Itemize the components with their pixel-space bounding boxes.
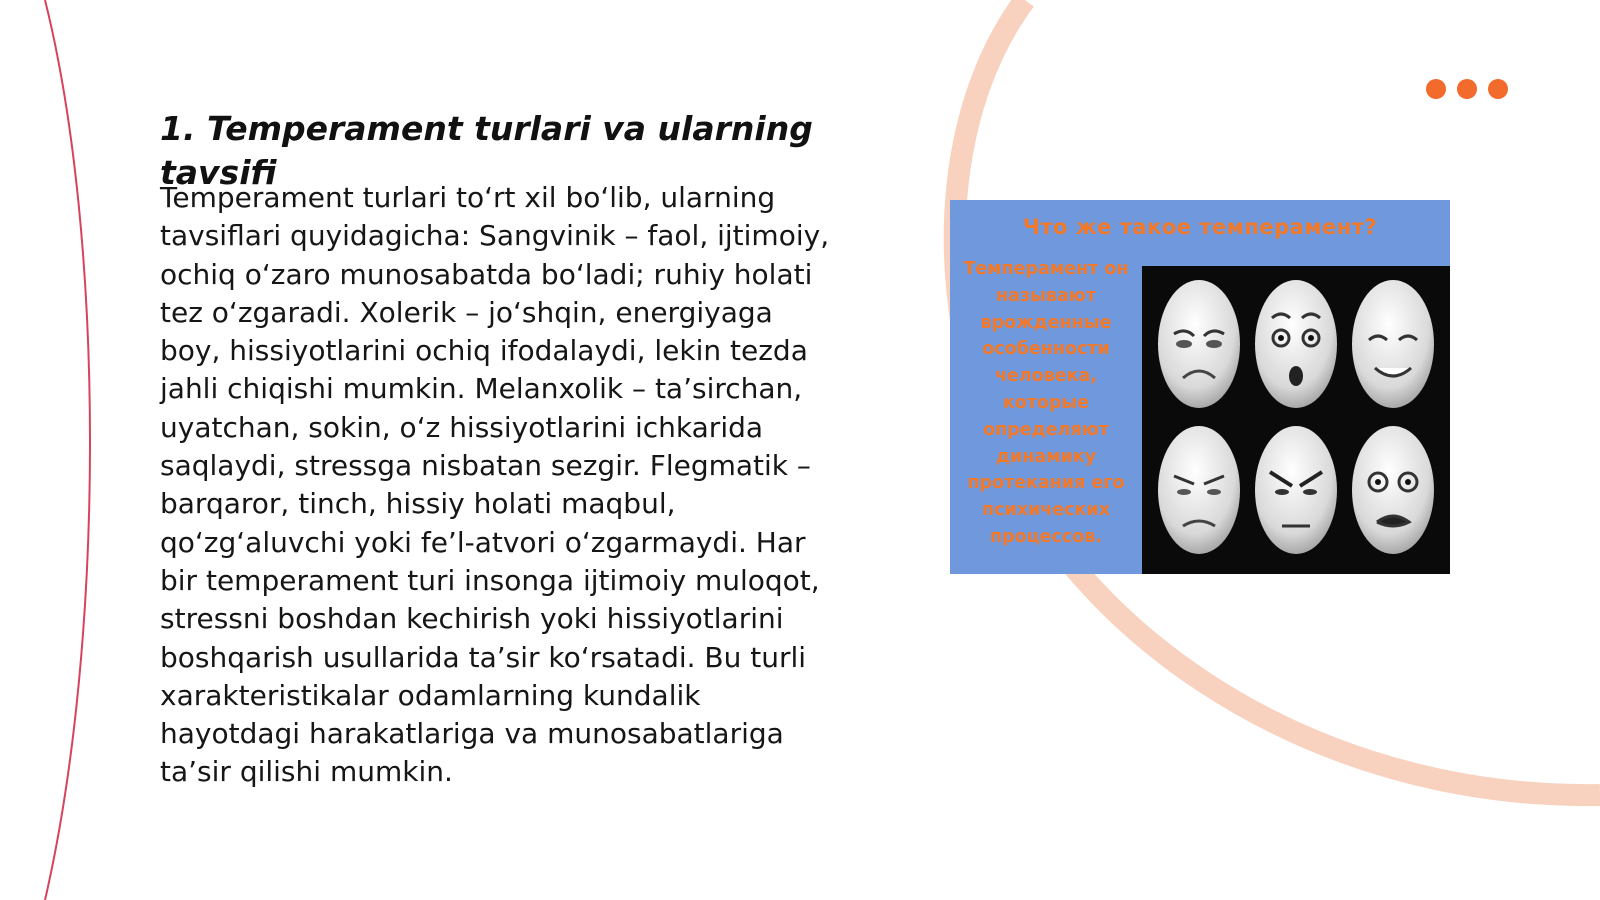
figure-side-text: Темперамент он называют врожденные особенности человека, которые определяют динамику протекания его психических процессов.: [963, 259, 1129, 547]
temperament-figure: [950, 200, 1450, 574]
surprised-mask-icon: [1255, 280, 1337, 408]
dot-icon: [1457, 79, 1477, 99]
dot-icon: [1488, 79, 1508, 99]
body-text: Temperament turlari to‘rt xil bo‘lib, ularning tavsiflari quyidagicha: Sangvinik – faol, ijtimoiy, ochiq o‘zaro munosabatda bo‘ladi; ruhiy holati tez o‘zgaradi. Xolerik – jo‘shqin, energiyaga boy, hissiyotlarini ochiq ifodalaydi, lekin tezda jahli chiqishi mumkin. Melanxolik – ta’sirchan, uyatchan, sokin, o‘z hissiyotlarini ichkarida saqlaydi, stressga nisbatan sezgir. Flegmatik – barqaror, tinch, hissiy holati maqbul, qo‘zg‘aluvchi yoki fe’l-atvori o‘zgarmaydi. Har bir temperament turi insonga ijtimoiy muloqot, stressni boshdan kechirish yoki hissiyotlarini boshqarish usullarida ta’sir ko‘rsatadi. Bu turli xarakteristikalar odamlarning kundalik hayotdagi harakatlariga va munosabatlariga ta’sir qilishi mumkin.: [160, 181, 830, 789]
sad-mask-icon: [1158, 280, 1240, 408]
slide-title: 1. Temperament turlari va ularning tavsifi: [160, 109, 813, 192]
decorative-dots: [1426, 79, 1518, 101]
theater-masks-image: [1142, 266, 1450, 574]
smiling-mask-icon: [1352, 280, 1434, 408]
slide-content: [160, 107, 840, 792]
frowning-mask-icon: [1158, 426, 1240, 554]
angry-mask-icon: [1255, 426, 1337, 554]
dot-icon: [1426, 79, 1446, 99]
frightened-mask-icon: [1352, 426, 1434, 554]
figure-title: Что же такое темперамент?: [1022, 215, 1378, 239]
left-edge-line: [45, 0, 90, 900]
